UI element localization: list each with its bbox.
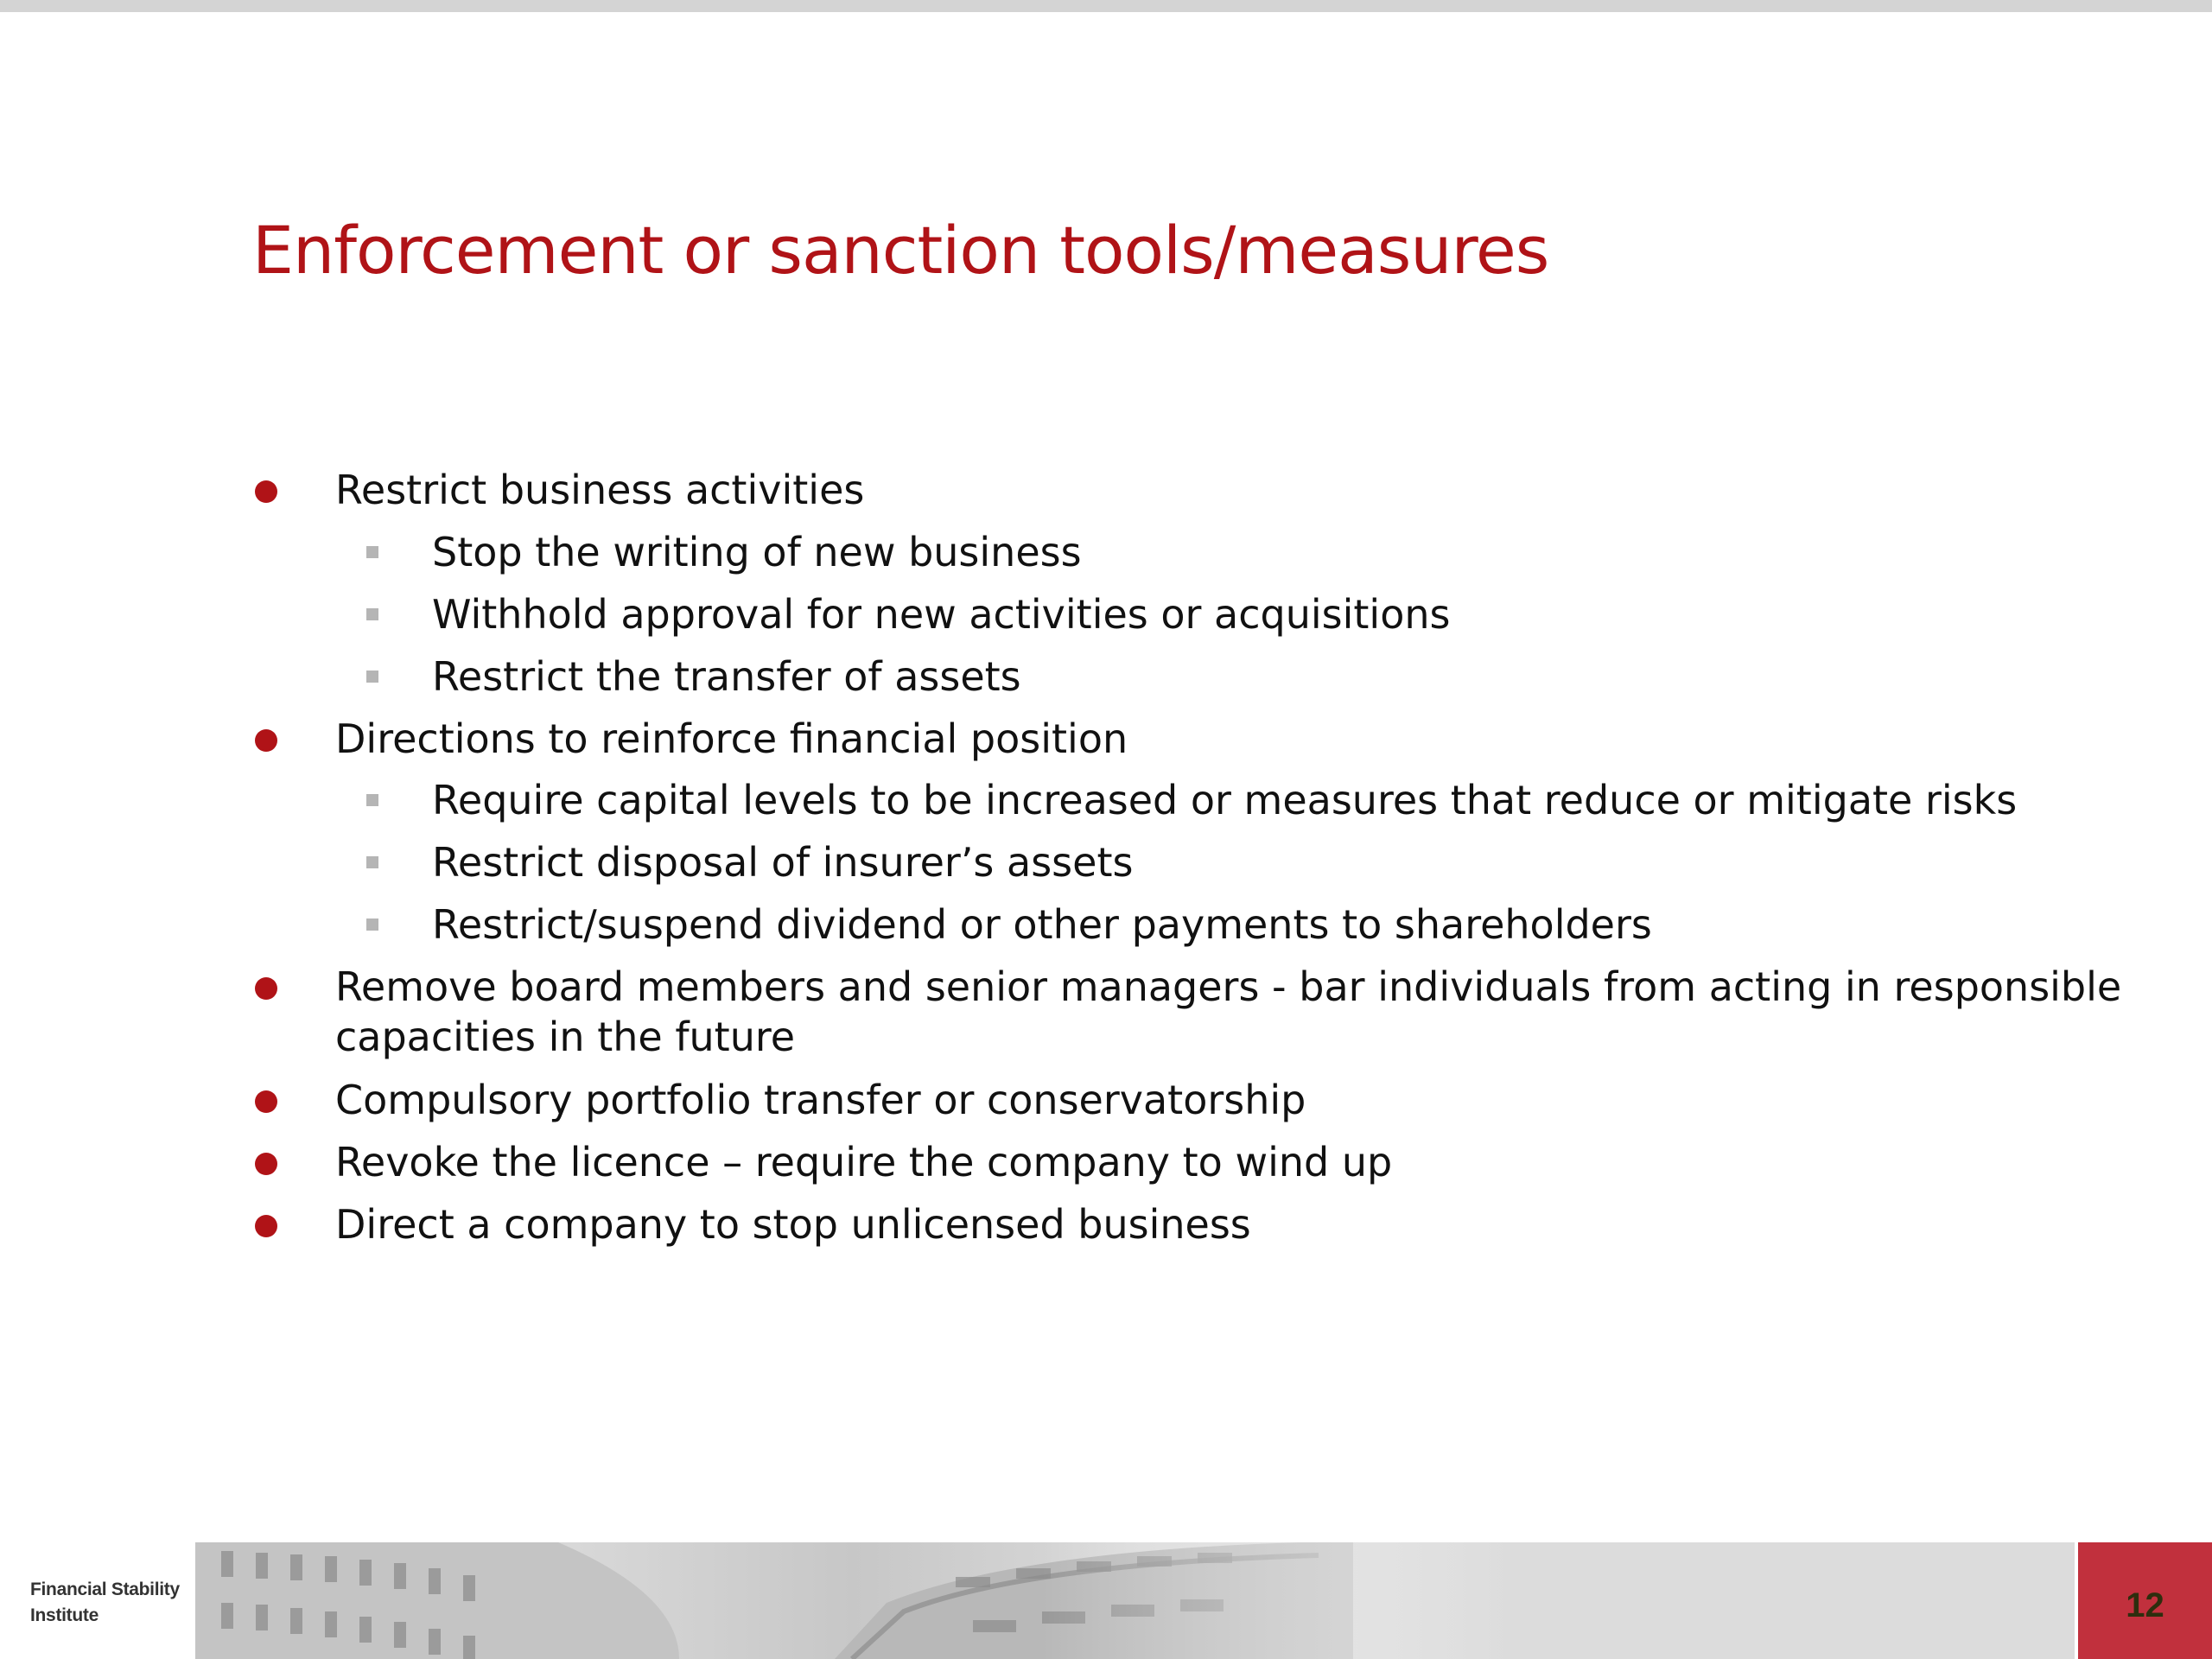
- sub-bullet-text: Withhold approval for new activities or acquisitions: [432, 591, 1451, 638]
- building-photo-banner: [195, 1542, 2075, 1659]
- red-dot-bullet-icon: [255, 1090, 277, 1113]
- bullet-text: Compulsory portfolio transfer or conservatorship: [335, 1077, 1306, 1123]
- red-dot-bullet-icon: [255, 1215, 277, 1237]
- bullet-text: Revoke the licence – require the company to wind up: [335, 1139, 1393, 1185]
- red-dot-bullet-icon: [255, 1153, 277, 1175]
- square-bullet-icon: [366, 794, 378, 806]
- red-dot-bullet-icon: [255, 977, 277, 1000]
- fsi-logo: [30, 1577, 180, 1629]
- sub-bullet-text: Restrict/suspend dividend or other payments to shareholders: [432, 901, 1652, 948]
- sub-bullet-text: Restrict the transfer of assets: [432, 653, 1021, 700]
- top-strip: [0, 0, 2212, 12]
- square-bullet-icon: [366, 671, 378, 683]
- bullet-text: Restrict business activities: [335, 467, 865, 513]
- sub-bullet-text: Restrict disposal of insurer’s assets: [432, 839, 1134, 886]
- bullet-text: Directions to reinforce financial position: [335, 715, 1128, 762]
- square-bullet-icon: [366, 918, 378, 931]
- square-bullet-icon: [366, 608, 378, 620]
- square-bullet-icon: [366, 546, 378, 558]
- logo-line-1: Financial Stability: [30, 1580, 180, 1599]
- page-number-box: [2078, 1542, 2212, 1659]
- sub-bullet-text: Require capital levels to be increased or measures that reduce or mitigate risks: [432, 777, 2018, 823]
- page-number: 12: [2126, 1586, 2164, 1624]
- footer: [0, 1542, 2212, 1659]
- square-bullet-icon: [366, 856, 378, 868]
- logo-line-2: Institute: [30, 1605, 99, 1625]
- red-dot-bullet-icon: [255, 729, 277, 752]
- building-photo-image: [195, 1542, 2075, 1659]
- bullet-text: Remove board members and senior managers - bar individuals from acting in responsible capacities in the future: [335, 963, 2122, 1060]
- bullet-text: Direct a company to stop unlicensed business: [335, 1201, 1251, 1248]
- slide-title: Enforcement or sanction tools/measures: [252, 212, 1549, 289]
- red-dot-bullet-icon: [255, 480, 277, 503]
- sub-bullet-text: Stop the writing of new business: [432, 529, 1082, 575]
